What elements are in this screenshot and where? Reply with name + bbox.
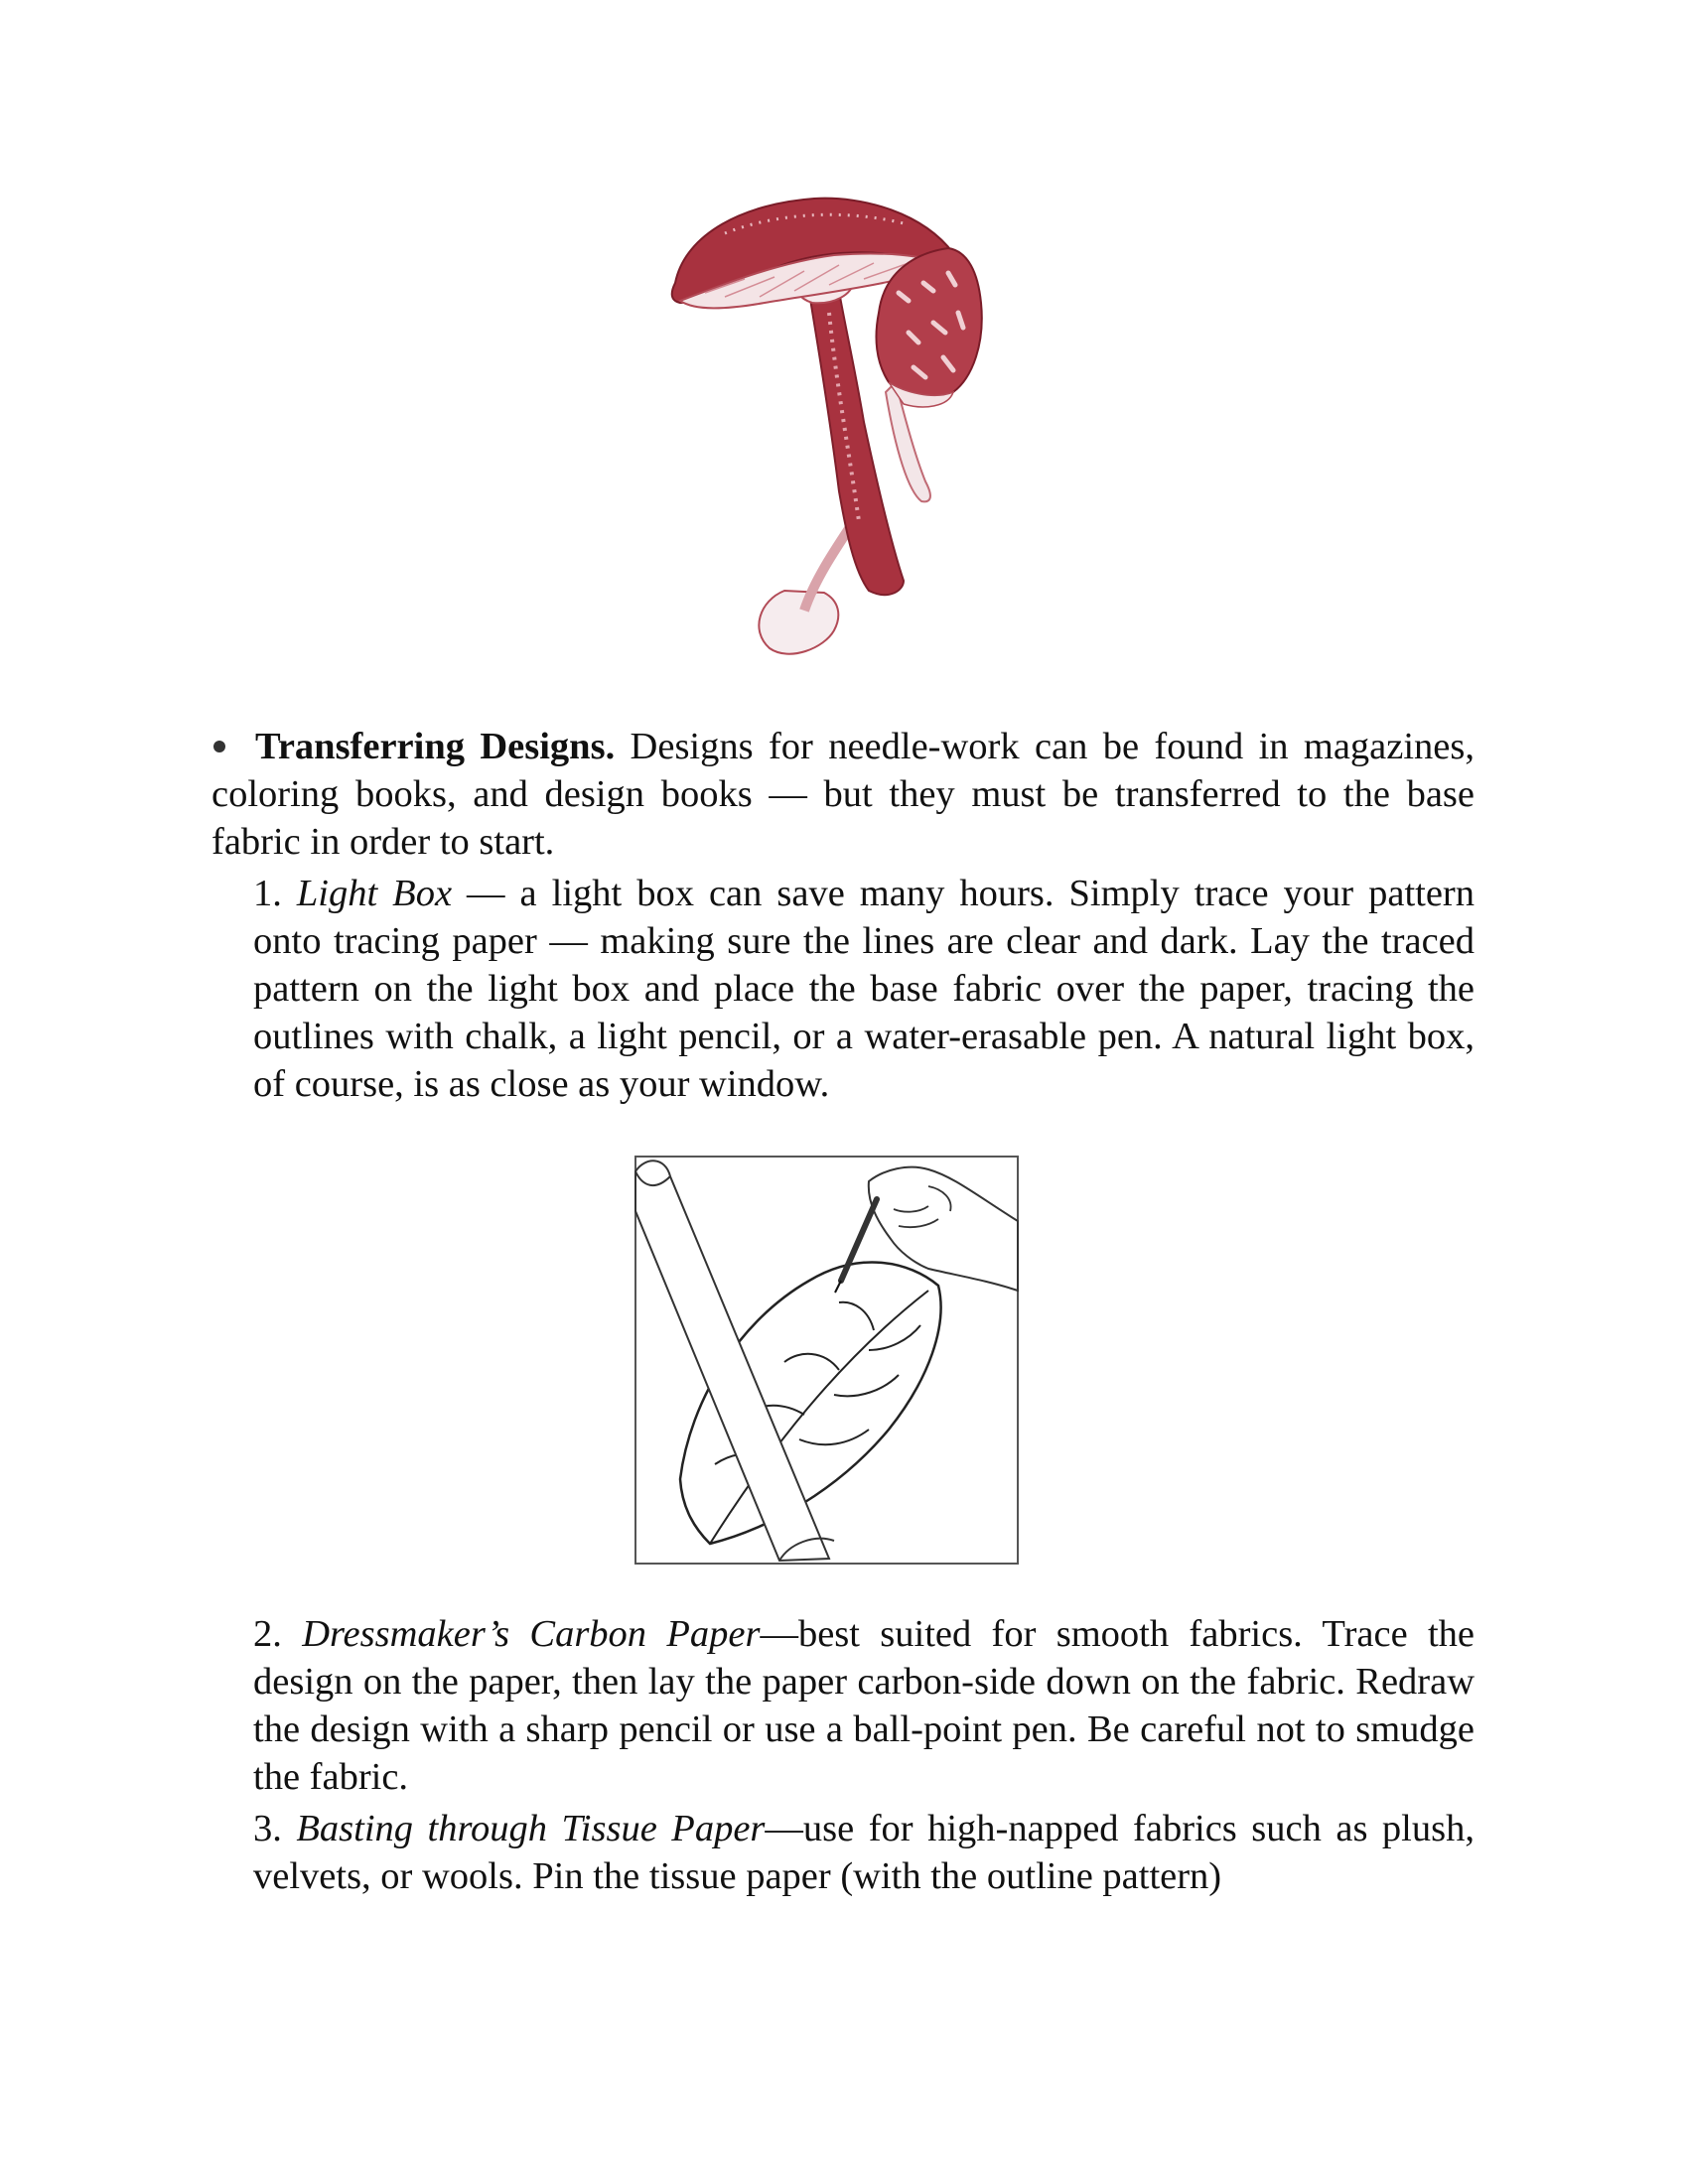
item-text: — a light box can save many hours. Simply trace your pattern onto tracing paper — making sure the lines are clear and dark. Lay the traced pattern on the light box and place the base fabric over the paper, tracing the outlines with chalk, a light pencil, or a water-erasable pen. A natural light box, of course, is as close as your window. <box>253 873 1475 1105</box>
intro-paragraph <box>211 723 1475 866</box>
light-box-tracing-illustration <box>631 1152 1038 1569</box>
list-item <box>253 870 1475 1108</box>
item-text: —best suited for smooth fabrics. Trace the design on the paper, then lay the paper carbon-side down on the fabric. Redraw the design with a sharp pencil or use a ball-point pen. Be careful not to smudge the fabric. <box>253 1613 1475 1798</box>
list-item <box>253 1610 1475 1801</box>
item-number: 2. <box>253 1613 303 1655</box>
section-heading: Transferring Designs. <box>255 726 616 767</box>
item-number: 3. <box>253 1808 297 1849</box>
item-term: Light Box <box>296 873 453 914</box>
item-text: —use for high-napped fabrics such as plush, velvets, or wools. Pin the tissue paper (with the outline pattern) <box>253 1808 1475 1897</box>
item-term: Basting through Tissue Paper <box>296 1808 766 1849</box>
intro-text: Designs for needle-work can be found in magazines, coloring books, and design books — but they must be transferred to the base fabric in order to start. <box>211 726 1475 863</box>
mushroom-illustration <box>665 194 1023 660</box>
list-item <box>253 1805 1475 1900</box>
item-term: Dressmaker’s Carbon Paper <box>302 1613 761 1655</box>
bullet-icon <box>213 741 225 752</box>
item-number: 1. <box>253 873 297 914</box>
